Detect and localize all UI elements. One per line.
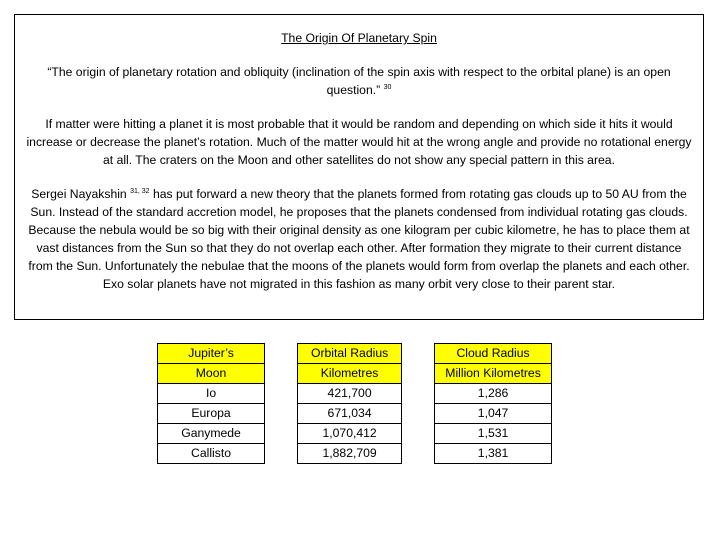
table-header-row-2 bbox=[158, 364, 552, 384]
moon-name: Europa bbox=[158, 404, 265, 424]
author-references: 31, 32 bbox=[130, 188, 150, 195]
page-title: The Origin Of Planetary Spin bbox=[281, 31, 437, 45]
moons-table bbox=[157, 343, 552, 464]
moon-name: Io bbox=[158, 384, 265, 404]
cloud-radius: 1,047 bbox=[435, 404, 552, 424]
paragraph-nayakshin-body: has put forward a new theory that the planets formed from rotating gas clouds up to 50 AU from the Sun. Instead of the standard accretion model, he proposes that the planets condensed from individual rotating gas clouds. Because the nebula would be so big with their original density as one kilogram per cubic kilometre, he has to place them at vast distances from the Sun so that they do not overlap each other. After formation they migrate to their current distance from the Sun. Unfortunately the nebulae that the moons of the planets would form from overlap the planets and each other. Exo solar planets have not migrated in this fashion as many orbit very close to their parent star. bbox=[28, 187, 690, 291]
table-row bbox=[158, 444, 552, 464]
header-orbital-radius-unit: Kilometres bbox=[297, 364, 401, 384]
table-header-row bbox=[158, 344, 552, 364]
header-orbital-radius: Orbital Radius bbox=[297, 344, 401, 364]
header-cloud-radius: Cloud Radius bbox=[435, 344, 552, 364]
author-name: Sergei Nayakshin bbox=[31, 187, 127, 201]
cloud-radius: 1,381 bbox=[435, 444, 552, 464]
orbital-radius: 1,882,709 bbox=[297, 444, 401, 464]
header-moon-sub: Moon bbox=[158, 364, 265, 384]
orbital-radius: 1,070,412 bbox=[297, 424, 401, 444]
moon-name: Ganymede bbox=[158, 424, 265, 444]
quote-text: “The origin of planetary rotation and obliquity (inclination of the spin axis with respect to the orbital plane) is an open question.” bbox=[47, 65, 671, 97]
header-moon: Jupiter’s bbox=[158, 344, 265, 364]
quote-paragraph bbox=[23, 63, 695, 99]
paragraph-nayakshin bbox=[23, 185, 695, 293]
cloud-radius: 1,286 bbox=[435, 384, 552, 404]
table-row bbox=[158, 384, 552, 404]
orbital-radius: 671,034 bbox=[297, 404, 401, 424]
table-row bbox=[158, 404, 552, 424]
quote-reference: 30 bbox=[383, 84, 392, 91]
cloud-radius: 1,531 bbox=[435, 424, 552, 444]
orbital-radius: 421,700 bbox=[297, 384, 401, 404]
paragraph-impact: If matter were hitting a planet it is most probable that it would be random and depending on which side it hits it would increase or decrease the planet’s rotation. Much of the matter would hit at the wrong angle and provide no rotational energy at all. The craters on the Moon and other satellites do not show any special pattern in this area. bbox=[26, 117, 692, 167]
header-cloud-radius-unit: Million Kilometres bbox=[435, 364, 552, 384]
text-box bbox=[14, 14, 704, 320]
moon-name: Callisto bbox=[158, 444, 265, 464]
table-row bbox=[158, 424, 552, 444]
